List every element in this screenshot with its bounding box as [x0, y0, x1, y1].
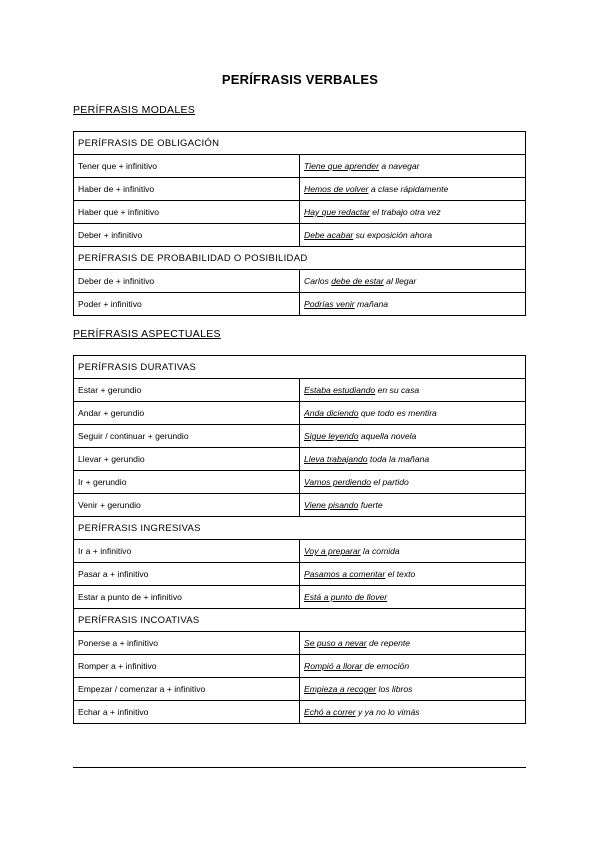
example-cell [300, 701, 526, 724]
example-cell [300, 224, 526, 247]
example-rest: al llegar [383, 276, 417, 286]
example-rest: el texto [385, 569, 416, 579]
example-cell [300, 471, 526, 494]
example-periphrasis: Anda diciendo [304, 408, 359, 418]
example-cell [300, 293, 526, 316]
example-periphrasis: Hemos de volver [304, 184, 369, 194]
table-row [74, 632, 526, 655]
example-cell [300, 632, 526, 655]
example-periphrasis: Rompió a llorar [304, 661, 363, 671]
example-rest: toda la mañana [367, 454, 430, 464]
structure-cell: Andar + gerundio [74, 402, 300, 425]
table-row [74, 224, 526, 247]
aspectuales-table [73, 355, 526, 724]
example-rest: la comida [360, 546, 400, 556]
table-row [74, 540, 526, 563]
structure-cell: Echar a + infinitivo [74, 701, 300, 724]
example-cell [300, 201, 526, 224]
example-cell [300, 586, 526, 609]
example-cell [300, 379, 526, 402]
structure-cell: Pasar a + infinitivo [74, 563, 300, 586]
example-periphrasis: Lleva trabajando [304, 454, 368, 464]
group-header-incoativas: PERÍFRASIS INCOATIVAS [74, 609, 526, 632]
example-cell [300, 563, 526, 586]
structure-cell: Haber de + infinitivo [74, 178, 300, 201]
example-rest: de repente [366, 638, 411, 648]
section-heading-modales: PERÍFRASIS MODALES [73, 104, 196, 116]
structure-cell: Llevar + gerundio [74, 448, 300, 471]
example-rest: y ya no lo vimás [355, 707, 420, 717]
example-cell [300, 425, 526, 448]
structure-cell: Haber que + infinitivo [74, 201, 300, 224]
table-row [74, 655, 526, 678]
structure-cell: Empezar / comenzar a + infinitivo [74, 678, 300, 701]
example-periphrasis: Hay que redactar [304, 207, 370, 217]
table-row [74, 293, 526, 316]
structure-cell: Deber + infinitivo [74, 224, 300, 247]
example-cell [300, 655, 526, 678]
page-title: PERÍFRASIS VERBALES [221, 72, 379, 87]
example-rest: el trabajo otra vez [369, 207, 441, 217]
structure-cell: Ir a + infinitivo [74, 540, 300, 563]
table-row [74, 678, 526, 701]
example-rest: su exposición ahora [353, 230, 433, 240]
table-row [74, 471, 526, 494]
group-header-row [74, 132, 526, 155]
group-header-probabilidad: PERÍFRASIS DE PROBABILIDAD O POSIBILIDAD [74, 247, 526, 270]
example-cell [300, 270, 526, 293]
example-periphrasis: Se puso a nevar [304, 638, 367, 648]
group-header-obligacion: PERÍFRASIS DE OBLIGACIÓN [74, 132, 526, 155]
example-periphrasis: Debe acabar [304, 230, 354, 240]
group-header-durativas: PERÍFRASIS DURATIVAS [74, 356, 526, 379]
example-rest: a clase rápidamente [368, 184, 449, 194]
table-row [74, 402, 526, 425]
example-periphrasis: Podrías venir [304, 299, 355, 309]
structure-cell: Estar a punto de + infinitivo [74, 586, 300, 609]
structure-cell: Venir + gerundio [74, 494, 300, 517]
example-cell [300, 448, 526, 471]
example-periphrasis: Empieza a recoger [304, 684, 377, 694]
example-periphrasis: Estaba estudiando [304, 385, 376, 395]
example-cell [300, 178, 526, 201]
example-periphrasis: Tiene que aprender [304, 161, 379, 171]
example-periphrasis: Sigue leyendo [304, 431, 359, 441]
structure-cell: Poder + infinitivo [74, 293, 300, 316]
example-cell [300, 494, 526, 517]
group-header-row [74, 247, 526, 270]
table-row [74, 379, 526, 402]
example-lead: Carlos [304, 276, 332, 286]
table-row [74, 448, 526, 471]
example-periphrasis: Está a punto de llover [304, 592, 388, 602]
example-rest: los libros [376, 684, 413, 694]
structure-cell: Ir + gerundio [74, 471, 300, 494]
group-header-ingresivas: PERÍFRASIS INGRESIVAS [74, 517, 526, 540]
table-row [74, 201, 526, 224]
structure-cell: Romper a + infinitivo [74, 655, 300, 678]
modales-table [73, 131, 526, 316]
structure-cell: Ponerse a + infinitivo [74, 632, 300, 655]
example-rest: aquella novela [358, 431, 417, 441]
example-periphrasis: Pasamos a comentar [304, 569, 386, 579]
example-cell [300, 678, 526, 701]
table-row [74, 270, 526, 293]
example-periphrasis: Echó a correr [304, 707, 356, 717]
example-cell [300, 402, 526, 425]
structure-cell: Estar + gerundio [74, 379, 300, 402]
group-header-row [74, 517, 526, 540]
example-periphrasis: Viene pisando [304, 500, 359, 510]
structure-cell: Seguir / continuar + gerundio [74, 425, 300, 448]
example-periphrasis: Vamos perdiendo [304, 477, 372, 487]
structure-cell: Deber de + infinitivo [74, 270, 300, 293]
example-periphrasis: debe de estar [331, 276, 384, 286]
example-cell [300, 155, 526, 178]
structure-cell: Tener que + infinitivo [74, 155, 300, 178]
example-rest: en su casa [375, 385, 420, 395]
table-row [74, 701, 526, 724]
example-cell [300, 540, 526, 563]
table-row [74, 563, 526, 586]
table-row [74, 425, 526, 448]
table-row [74, 586, 526, 609]
table-row [74, 178, 526, 201]
example-rest: mañana [354, 299, 389, 309]
section-heading-aspectuales: PERÍFRASIS ASPECTUALES [73, 328, 221, 340]
footer-divider [73, 767, 526, 768]
example-rest: a navegar [378, 161, 420, 171]
example-rest: que todo es mentira [358, 408, 437, 418]
example-rest: el partido [371, 477, 409, 487]
example-rest: fuerte [358, 500, 383, 510]
table-row [74, 494, 526, 517]
table-row [74, 155, 526, 178]
group-header-row [74, 609, 526, 632]
example-rest: de emoción [362, 661, 410, 671]
group-header-row [74, 356, 526, 379]
example-periphrasis: Voy a preparar [304, 546, 361, 556]
